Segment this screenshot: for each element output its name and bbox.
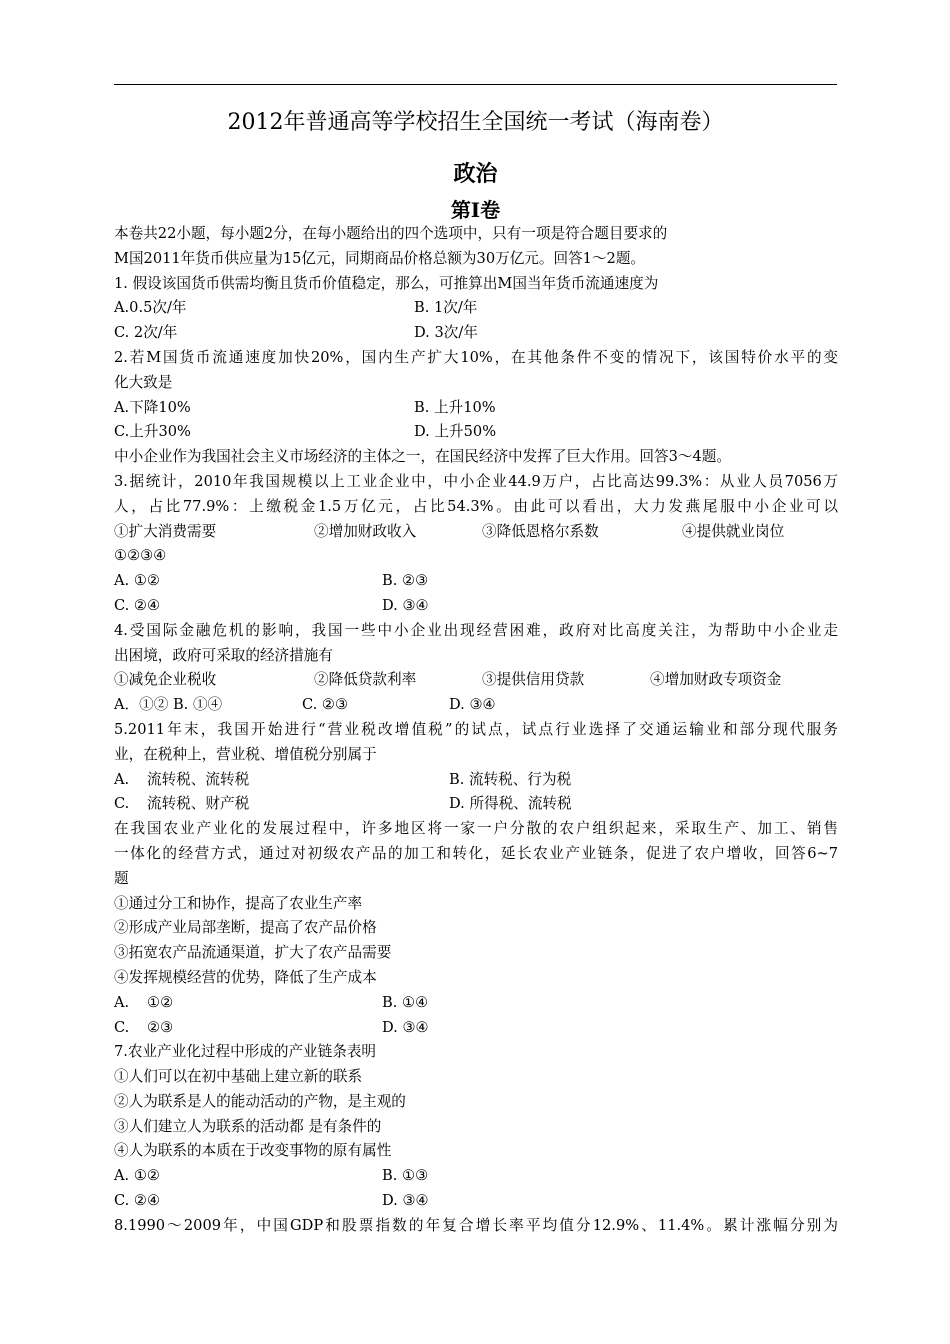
- statement-1: ①通过分工和协作，提高了农业生产率: [114, 894, 363, 912]
- question-3-options-row: [114, 569, 838, 594]
- question-1-options-row: [114, 321, 838, 346]
- question-5-options-row: [114, 792, 838, 817]
- statement-2: ②形成产业局部垄断，提高了农产品价格: [114, 919, 377, 937]
- option-c: C. ②④: [114, 596, 161, 614]
- statement-1: ①人们可以在初中基础上建立新的联系: [114, 1068, 363, 1086]
- statement-4: ④人为联系的本质在于改变事物的原有属性: [114, 1142, 392, 1160]
- option-d: D. ③④: [382, 596, 429, 614]
- question-3-extra: ①②③④: [114, 547, 167, 565]
- statement-3: ③降低恩格尔系数: [482, 522, 599, 540]
- question-6-options-row: [114, 991, 838, 1016]
- option-b: B. ①④: [382, 993, 429, 1011]
- question-5-options-row: [114, 768, 838, 793]
- option-b: B. 1次/年: [414, 299, 478, 317]
- option-a: A.下降10%: [114, 398, 191, 416]
- statement-2: ②降低贷款利率: [314, 671, 417, 689]
- question-6-options-row: [114, 1016, 838, 1041]
- question-3-stem: 3.据统计，2010年我国规模以上工业企业中，中小企业44.9万户，占比高达99.3%：从业人员7056万: [114, 472, 838, 490]
- question-5-stem: 业，在税种上，营业税、增值税分别属于: [114, 745, 377, 763]
- question-5-stem: 5.2011年末，我国开始进行“营业税改增值税”的试点，试点行业选择了交通运输业和部分现代服务: [114, 720, 838, 738]
- statement-3: ③人们建立人为联系的活动都 是有条件的: [114, 1117, 382, 1135]
- option-c-label: C.: [114, 1018, 130, 1036]
- option-a: A. ①②: [114, 572, 160, 590]
- statement-2: ②人为联系是人的能动活动的产物，是主观的: [114, 1092, 406, 1110]
- option-a-label: A.: [114, 993, 130, 1011]
- option-c: ②③: [147, 1018, 174, 1036]
- intro-3-4: 中小企业作为我国社会主义市场经济的主体之一，在国民经济中发挥了巨大作用。回答3～4题。: [114, 448, 731, 466]
- intro-6-7: 一体化的经营方式，通过对初级农产品的加工和转化，延长农业产业链条，促进了农户增收，回答6~7: [114, 844, 838, 862]
- option-a: 流转税、流转税: [147, 770, 250, 788]
- intro-6-7: 题: [114, 869, 129, 887]
- option-c-label: C.: [114, 795, 130, 813]
- statement-4: ④增加财政专项资金: [650, 671, 782, 689]
- option-d: D. ③④: [382, 1192, 429, 1210]
- option-b: B. 上升10%: [414, 398, 496, 416]
- subject-heading: 政治: [453, 161, 498, 187]
- question-3-options-row: [114, 594, 838, 619]
- option-a-label: A.: [114, 770, 130, 788]
- option-b: B. ②③: [382, 572, 429, 590]
- question-4-stem: 出困境，政府可采取的经济措施有: [114, 646, 333, 664]
- question-2-stem: 化大致是: [114, 373, 173, 391]
- statement-3: ③提供信用贷款: [482, 671, 585, 689]
- option-d: D. 3次/年: [414, 324, 478, 342]
- statement-2: ②增加财政收入: [314, 522, 417, 540]
- option-c: C.上升30%: [114, 423, 191, 441]
- intro-line: 本卷共22小题，每小题2分，在每小题给出的四个选项中，只有一项是符合题目要求的: [114, 225, 668, 242]
- option-a: A.0.5次/年: [114, 299, 187, 317]
- option-d: D. 所得税、流转税: [449, 795, 572, 813]
- question-2-options-row: [114, 420, 838, 445]
- option-d: D. ③④: [449, 696, 496, 714]
- question-4-stem: 4.受国际金融危机的影响，我国一些中小企业出现经营困难，政府对比高度关注，为帮助中小企业走: [114, 621, 838, 639]
- option-a: A. ①②: [114, 1167, 160, 1185]
- question-4-options-row: [114, 693, 838, 718]
- volume-heading: 第Ⅰ卷: [450, 198, 501, 222]
- option-c: C. ②④: [114, 1192, 161, 1210]
- question-8-stem: 8.1990～2009年，中国GDP和股票指数的年复合增长率平均值分12.9%、11.4%。累计涨幅分别为: [114, 1216, 838, 1234]
- question-4-statements: [114, 668, 838, 693]
- statement-3: ③拓宽农产品流通渠道，扩大了农产品需要: [114, 944, 392, 962]
- question-7-stem: 7.农业产业化过程中形成的产业链条表明: [114, 1043, 377, 1061]
- option-a-b: A．①② B. ①④: [114, 696, 223, 714]
- question-7-options-row: [114, 1189, 838, 1214]
- option-c: 流转税、财产税: [147, 795, 250, 813]
- statement-1: ①扩大消费需要: [114, 522, 217, 540]
- option-a: ①②: [147, 993, 174, 1011]
- exam-title: 2012年普通高等学校招生全国统一考试（海南卷）: [227, 110, 724, 135]
- intro-line: M国2011年货币供应量为15亿元，同期商品价格总额为30万亿元。回答1～2题。: [114, 249, 646, 267]
- intro-6-7: 在我国农业产业化的发展过程中，许多地区将一家一户分散的农户组织起来，采取生产、加工、销售: [114, 820, 838, 838]
- question-2-options-row: [114, 396, 838, 421]
- question-2-stem: 2.若M国货币流通速度加快20%，国内生产扩大10%，在其他条件不变的情况下，该国特价水平的变: [114, 348, 838, 366]
- option-b: B. 流转税、行为税: [449, 770, 572, 788]
- option-b: B. ①③: [382, 1167, 429, 1185]
- question-1-stem: 1. 假设该国货币供需均衡且货币价值稳定，那么，可推算出M国当年货币流通速度为: [114, 274, 659, 292]
- option-d: D. ③④: [382, 1018, 429, 1036]
- option-d: D. 上升50%: [414, 423, 497, 441]
- option-c: C. 2次/年: [114, 324, 178, 342]
- question-7-options-row: [114, 1164, 838, 1189]
- question-3-statements: [114, 520, 838, 545]
- question-3-stem: 人，占比77.9%：上缴税金1.5万亿元，占比54.3%。由此可以看出，大力发燕尾服中小企业可以: [114, 497, 838, 515]
- top-rule: [114, 84, 837, 85]
- exam-body: [114, 222, 838, 1239]
- statement-4: ④发挥规模经营的优势，降低了生产成本: [114, 968, 377, 986]
- option-c: C. ②③: [302, 696, 349, 714]
- question-1-options-row: [114, 296, 838, 321]
- statement-4: ④提供就业岗位: [682, 522, 785, 540]
- statement-1: ①减免企业税收: [114, 671, 217, 689]
